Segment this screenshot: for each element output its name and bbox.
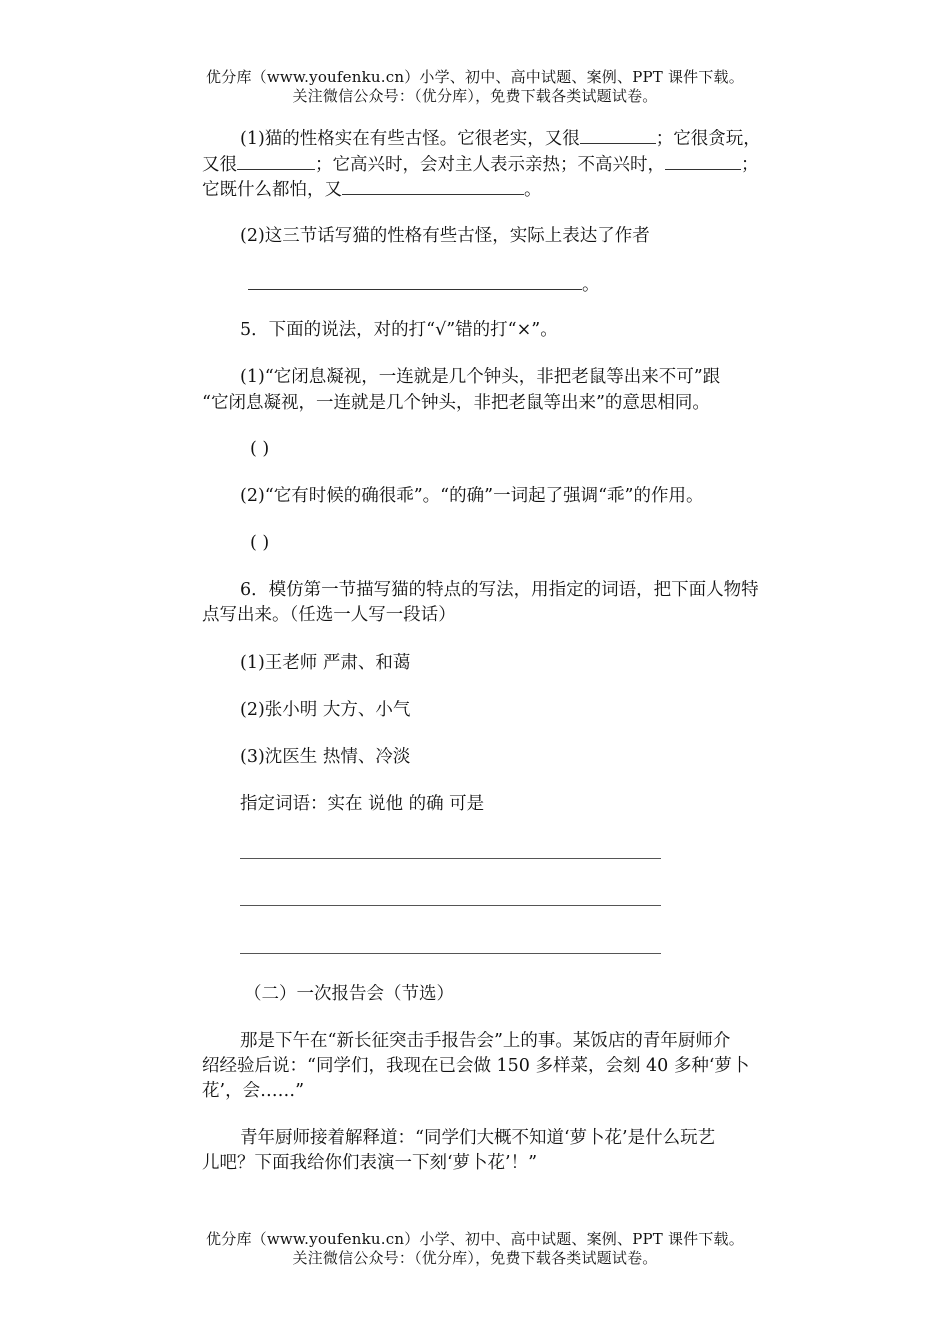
passage-p2-line1: 青年厨师接着解释道：“同学们大概不知道‘萝卜花’是什么玩艺: [240, 1128, 716, 1148]
q6-designated-words: 指定词语：实在 说他 的确 可是: [240, 794, 485, 814]
answer-blank-2[interactable]: [237, 152, 315, 170]
q5-item1-line2: “它闭息凝视，一连就是几个钟头，非把老鼠等出来”的意思相同。: [202, 393, 710, 413]
passage-p1-line3: 花’，会……”: [202, 1081, 305, 1101]
q6-line1: 6．模仿第一节描写猫的特点的写法，用指定的词语，把下面人物特: [240, 580, 759, 600]
q6-option2: (2)张小明 大方、小气: [240, 700, 411, 720]
answer-blank-1[interactable]: [580, 126, 656, 144]
passage-p1-line2: 绍经验后说：“同学们，我现在已会做 150 多样菜，会刻 40 多种‘萝卜: [202, 1056, 750, 1076]
q4-part2-line1: (2)这三节话写猫的性格有些古怪，实际上表达了作者: [240, 226, 650, 246]
q5-title: 5．下面的说法，对的打“√”错的打“×”。: [240, 320, 558, 340]
writing-line-2[interactable]: [240, 905, 661, 906]
q4-part1-text-d: ；它高兴时，会对主人表示亲热；不高兴时，: [315, 155, 665, 175]
q4-part2-line2: [248, 272, 858, 297]
q4-part1-line3: [202, 177, 812, 202]
q4-part1-line2: [202, 152, 812, 177]
footer-line-1: 优分库（www.youfenku.cn）小学、初中、高中试题、案例、PPT 课件下载。: [206, 1230, 744, 1248]
q4-part1-text-f: 它既什么都怕，又: [202, 180, 342, 200]
footer-line-2: 关注微信公众号：（优分库），免费下载各类试题试卷。: [292, 1249, 658, 1267]
header-line-2: 关注微信公众号：（优分库），免费下载各类试题试卷。: [292, 87, 658, 105]
q5-item1-line1: (1)“它闭息凝视，一连就是几个钟头，非把老鼠等出来不可”跟: [240, 367, 721, 387]
answer-blank-3[interactable]: [665, 152, 741, 170]
q5-item2-answer-paren[interactable]: ( ): [250, 533, 270, 553]
q4-part1-text-g: 。: [524, 180, 542, 200]
q4-part1-text-c: 又很: [202, 155, 237, 175]
answer-blank-5[interactable]: [248, 272, 582, 290]
q4-part1-line1: [240, 126, 850, 151]
q5-item1-answer-paren[interactable]: ( ): [250, 439, 270, 459]
q6-line2: 点写出来。（任选一人写一段话）: [202, 605, 456, 625]
header-line-1: 优分库（www.youfenku.cn）小学、初中、高中试题、案例、PPT 课件下载。: [206, 68, 744, 86]
q6-option1: (1)王老师 严肃、和蔼: [240, 653, 411, 673]
q6-option3: (3)沈医生 热情、冷淡: [240, 747, 411, 767]
answer-blank-4[interactable]: [342, 177, 524, 195]
writing-line-1[interactable]: [240, 858, 661, 859]
q5-item2: (2)“它有时候的确很乖”。“的确”一词起了强调“乖”的作用。: [240, 486, 704, 506]
passage-title: （二）一次报告会（节选）: [244, 984, 454, 1004]
q4-part1-text-b: ；它很贪玩，: [655, 129, 761, 149]
passage-p1-line1: 那是下午在“新长征突击手报告会”上的事。某饭店的青年厨师介: [240, 1031, 731, 1051]
q4-part2-end: 。: [582, 275, 600, 295]
passage-p2-line2: 儿吧？下面我给你们表演一下刻‘萝卜花’！”: [202, 1153, 538, 1173]
q4-part1-text-a: (1)猫的性格实在有些古怪。它很老实，又很: [240, 129, 580, 149]
writing-line-3[interactable]: [240, 953, 661, 954]
q4-part1-text-e: ；: [741, 155, 759, 175]
